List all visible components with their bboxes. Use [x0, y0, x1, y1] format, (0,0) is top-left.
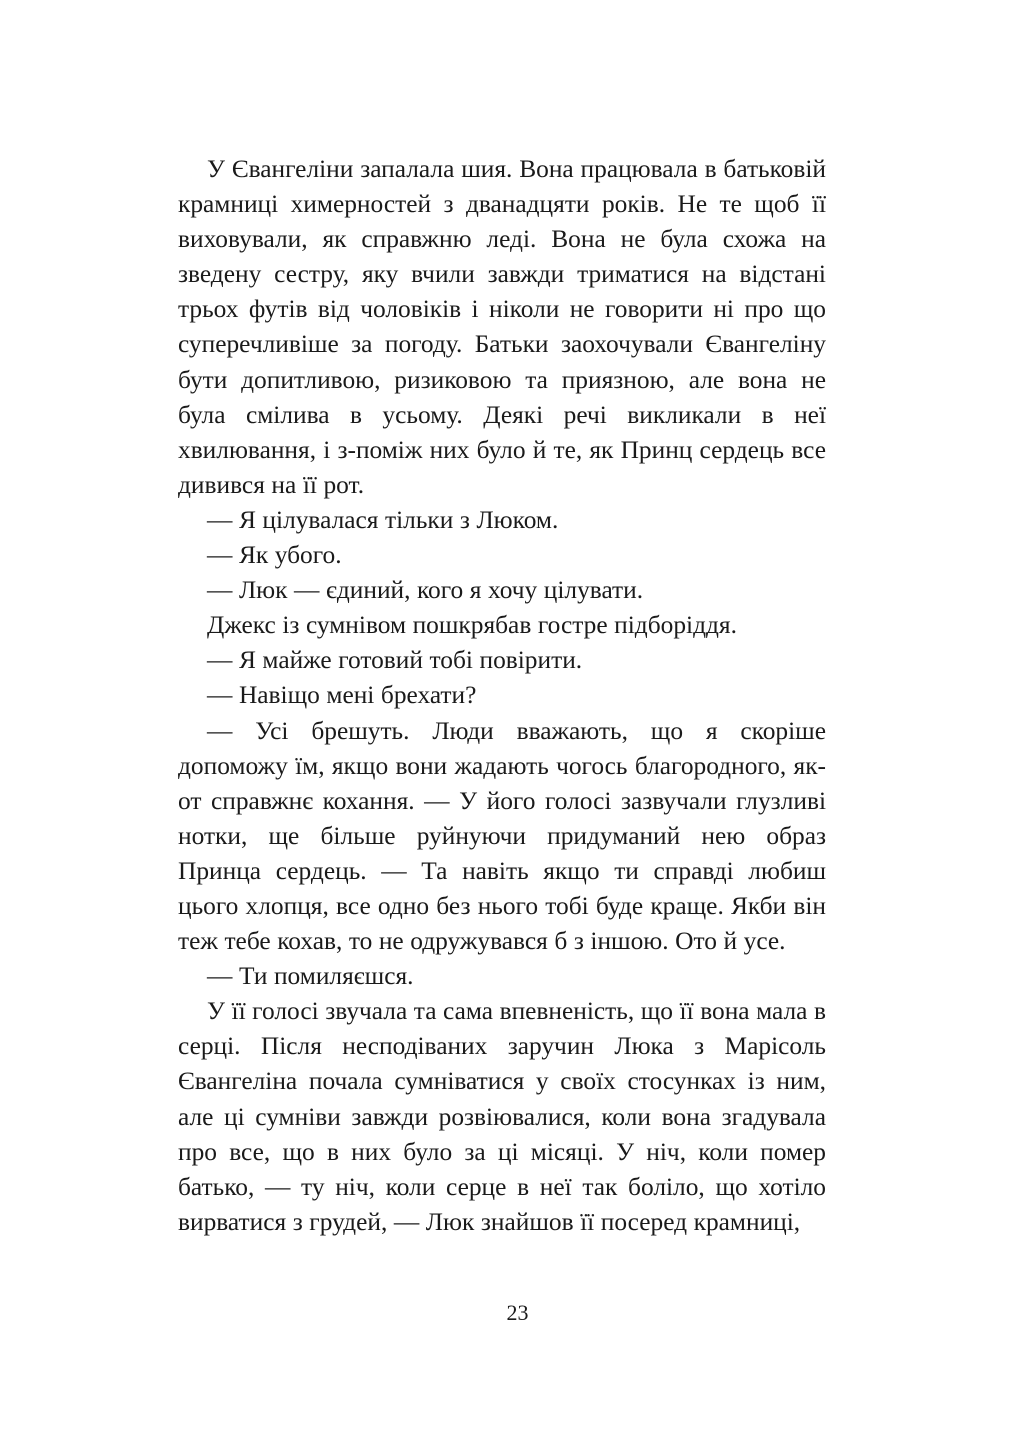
page-number: 23	[506, 1300, 529, 1325]
paragraph-narrative-2: Джекс із сумнівом пошкрябав гостре підборіддя.	[207, 611, 737, 640]
paragraph-dialogue-5: — Навіщо мені брехати?	[207, 681, 477, 710]
paragraph-dialogue-4: — Я майже готовий тобі повірити.	[207, 646, 583, 675]
paragraph-narrative-1: У Євангеліни запалала шия. Вона працювала в батьковій крамниці химерностей з дванадцяти років. Не те щоб її виховували, як справжню леді. Вона не була схожа на зведену сестру, яку вчили завжди триматися на відстані трьох футів від чоловіків і ніколи не говорити ні про що суперечливіше за погоду. Батьки заохочували Євангеліну бути допитливою, ризиковою та приязною, але вона не була смілива в усьому. Деякі речі викликали в неї хвилювання, і з-поміж них було й те, як Принц сердець все дивився на її рот.	[178, 155, 826, 499]
page-text-block	[178, 152, 826, 1240]
paragraph-dialogue-6: — Усі брешуть. Люди вважають, що я скоріше допоможу їм, якщо вони жадають чогось благородного, як-от справжнє кохання. — У його голосі зазвучали глузливі нотки, ще більше руйнуючи придуманий нею образ Принца сердець. — Та навіть якщо ти справді любиш цього хлопця, все одно без нього тобі буде краще. Якби він теж тебе кохав, то не одружувався б з іншою. Ото й усе.	[178, 716, 826, 956]
paragraph-dialogue-3: — Люк — єдиний, кого я хочу цілувати.	[207, 576, 644, 605]
paragraph-narrative-3: У її голосі звучала та сама впевненість, що її вона мала в серці. Після несподіваних заручин Люка з Марісоль Євангеліна почала сумніватися у своїх стосунках із ним, але ці сумніви завжди розвіювалися, коли вона згадувала про все, що в них було за ці місяці. У ніч, коли помер батько, — ту ніч, коли серце в неї так боліло, що хотіло вирватися з грудей, — Люк знайшов її посеред крамниці,	[178, 997, 826, 1236]
paragraph-dialogue-1: — Я цілувалася тільки з Люком.	[207, 505, 559, 534]
paragraph-dialogue-2: — Як убого.	[207, 541, 342, 570]
paragraph-dialogue-7: — Ти помиляєшся.	[207, 962, 414, 991]
